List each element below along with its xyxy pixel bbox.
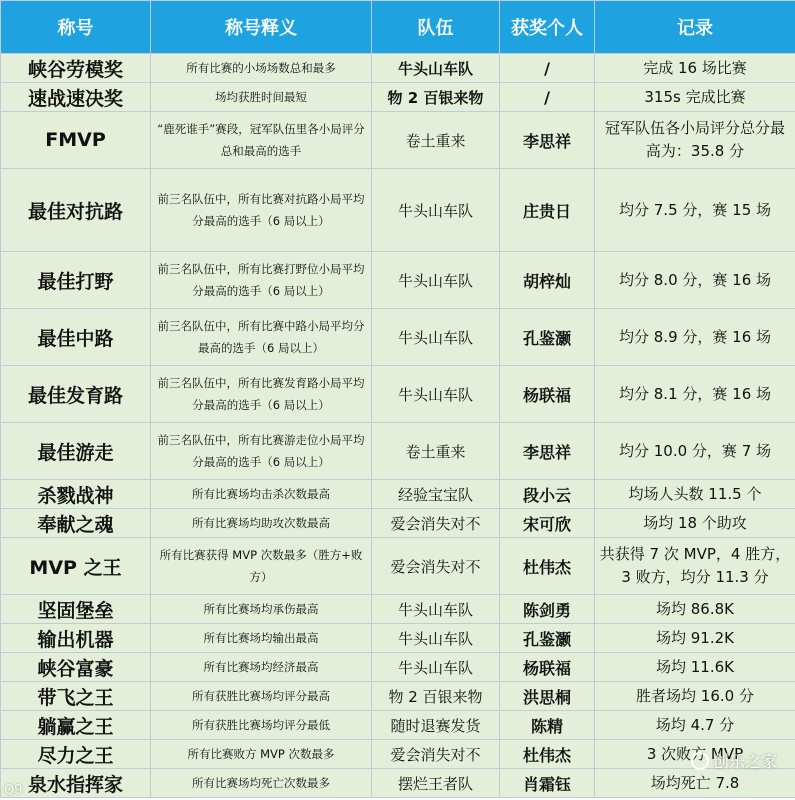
winner-cell: 李思祥 <box>500 112 595 169</box>
header-team: 队伍 <box>372 1 500 54</box>
award-desc-cell: 所有获胜比赛场均评分最低 <box>151 711 372 740</box>
winner-cell: 庄贵日 <box>500 169 595 252</box>
award-desc-cell: 场均获胜时间最短 <box>151 83 372 112</box>
award-title-cell: 奉献之魂 <box>1 509 151 538</box>
award-title-cell: FMVP <box>1 112 151 169</box>
team-cell: 物 2 百银来物 <box>372 83 500 112</box>
team-cell: 牛头山车队 <box>372 309 500 366</box>
table-row <box>1 624 795 653</box>
winner-cell: 杨联福 <box>500 653 595 682</box>
table-row <box>1 769 795 798</box>
award-desc-cell: 所有比赛场均经济最高 <box>151 653 372 682</box>
team-cell: 摆烂王者队 <box>372 769 500 798</box>
table-row <box>1 538 795 595</box>
award-title-cell: MVP 之王 <box>1 538 151 595</box>
team-cell: 物 2 百银来物 <box>372 682 500 711</box>
award-title-cell: 躺赢之王 <box>1 711 151 740</box>
record-cell: 3 次败方 MVP <box>595 740 795 769</box>
record-cell: 场均 86.8K <box>595 595 795 624</box>
team-cell: 牛头山车队 <box>372 252 500 309</box>
table-row <box>1 252 795 309</box>
award-desc-cell: “鹿死谁手”赛段，冠军队伍里各小局评分总和最高的选手 <box>151 112 372 169</box>
award-desc-cell: 所有比赛获得 MVP 次数最多（胜方+败方） <box>151 538 372 595</box>
table-row <box>1 54 795 83</box>
record-cell: 315s 完成比赛 <box>595 83 795 112</box>
team-cell: 爱会消失对不 <box>372 509 500 538</box>
award-desc-cell: 前三名队伍中，所有比赛游走位小局平均分最高的选手（6 局以上） <box>151 423 372 480</box>
header-record: 记录 <box>595 1 795 54</box>
award-desc-cell: 所有比赛场均输出最高 <box>151 624 372 653</box>
logo-icon <box>691 752 709 770</box>
record-cell: 场均 11.6K <box>595 653 795 682</box>
award-title-cell: 速战速决奖 <box>1 83 151 112</box>
table-row <box>1 682 795 711</box>
record-cell: 均分 7.5 分，赛 15 场 <box>595 169 795 252</box>
winner-cell: / <box>500 54 595 83</box>
award-title-cell: 输出机器 <box>1 624 151 653</box>
team-cell: 牛头山车队 <box>372 366 500 423</box>
winner-cell: 宋可欣 <box>500 509 595 538</box>
winner-cell: 杜伟杰 <box>500 740 595 769</box>
award-desc-cell: 前三名队伍中，所有比赛打野位小局平均分最高的选手（6 局以上） <box>151 252 372 309</box>
award-title-cell: 最佳中路 <box>1 309 151 366</box>
award-title-cell: 泉水指挥家 <box>1 769 151 798</box>
team-cell: 爱会消失对不 <box>372 740 500 769</box>
award-title-cell: 尽力之王 <box>1 740 151 769</box>
header-winner: 获奖个人 <box>500 1 595 54</box>
header-row <box>1 1 795 54</box>
header-desc: 称号释义 <box>151 1 372 54</box>
award-title-cell: 带飞之王 <box>1 682 151 711</box>
award-desc-cell: 前三名队伍中，所有比赛对抗路小局平均分最高的选手（6 局以上） <box>151 169 372 252</box>
table-row <box>1 711 795 740</box>
winner-cell: 孔鉴灏 <box>500 309 595 366</box>
team-cell: 牛头山车队 <box>372 54 500 83</box>
corner-watermark: Q9 <box>4 783 23 798</box>
record-cell: 冠军队伍各小局评分总分最高为：35.8 分 <box>595 112 795 169</box>
record-cell: 均分 8.9 分，赛 16 场 <box>595 309 795 366</box>
record-cell: 场均死亡 7.8 <box>595 769 795 798</box>
award-title-cell: 峡谷劳模奖 <box>1 54 151 83</box>
winner-cell: 段小云 <box>500 480 595 509</box>
award-desc-cell: 所有比赛场均击杀次数最高 <box>151 480 372 509</box>
award-title-cell: 最佳发育路 <box>1 366 151 423</box>
table-row <box>1 480 795 509</box>
team-cell: 牛头山车队 <box>372 595 500 624</box>
award-title-cell: 峡谷富豪 <box>1 653 151 682</box>
award-title-cell: 最佳对抗路 <box>1 169 151 252</box>
record-cell: 场均 18 个助攻 <box>595 509 795 538</box>
award-title-cell: 杀戮战神 <box>1 480 151 509</box>
award-desc-cell: 前三名队伍中，所有比赛发育路小局平均分最高的选手（6 局以上） <box>151 366 372 423</box>
award-desc-cell: 所有获胜比赛场均评分最高 <box>151 682 372 711</box>
team-cell: 随时退赛发货 <box>372 711 500 740</box>
team-cell: 牛头山车队 <box>372 653 500 682</box>
winner-cell: / <box>500 83 595 112</box>
record-cell: 均分 8.0 分，赛 16 场 <box>595 252 795 309</box>
award-desc-cell: 所有比赛场均承伤最高 <box>151 595 372 624</box>
record-cell: 均分 10.0 分，赛 7 场 <box>595 423 795 480</box>
record-cell: 共获得 7 次 MVP，4 胜方，3 败方，均分 11.3 分 <box>595 538 795 595</box>
winner-cell: 杨联福 <box>500 366 595 423</box>
table-row <box>1 595 795 624</box>
table-row <box>1 112 795 169</box>
award-title-cell: 最佳打野 <box>1 252 151 309</box>
table-row <box>1 309 795 366</box>
record-cell: 均分 8.1 分，赛 16 场 <box>595 366 795 423</box>
table-row <box>1 83 795 112</box>
watermark <box>691 749 777 772</box>
winner-cell: 陈精 <box>500 711 595 740</box>
record-cell: 场均 4.7 分 <box>595 711 795 740</box>
award-desc-cell: 所有比赛的小场场数总和最多 <box>151 54 372 83</box>
award-desc-cell: 前三名队伍中，所有比赛中路小局平均分最高的选手（6 局以上） <box>151 309 372 366</box>
table-row <box>1 653 795 682</box>
record-cell: 均场人头数 11.5 个 <box>595 480 795 509</box>
winner-cell: 李思祥 <box>500 423 595 480</box>
team-cell: 经验宝宝队 <box>372 480 500 509</box>
table-row <box>1 740 795 769</box>
table-row <box>1 423 795 480</box>
winner-cell: 杜伟杰 <box>500 538 595 595</box>
winner-cell: 孔鉴灏 <box>500 624 595 653</box>
winner-cell: 洪思桐 <box>500 682 595 711</box>
team-cell: 卷土重来 <box>372 112 500 169</box>
team-cell: 爱会消失对不 <box>372 538 500 595</box>
winner-cell: 胡梓灿 <box>500 252 595 309</box>
header-title: 称号 <box>1 1 151 54</box>
award-desc-cell: 所有比赛场均死亡次数最多 <box>151 769 372 798</box>
table-row <box>1 366 795 423</box>
award-desc-cell: 所有比赛场均助攻次数最高 <box>151 509 372 538</box>
winner-cell: 陈剑勇 <box>500 595 595 624</box>
record-cell: 完成 16 场比赛 <box>595 54 795 83</box>
award-title-cell: 坚固堡垒 <box>1 595 151 624</box>
record-cell: 场均 91.2K <box>595 624 795 653</box>
team-cell: 卷土重来 <box>372 423 500 480</box>
table-row <box>1 509 795 538</box>
team-cell: 牛头山车队 <box>372 169 500 252</box>
award-desc-cell: 所有比赛败方 MVP 次数最多 <box>151 740 372 769</box>
record-cell: 胜者场均 16.0 分 <box>595 682 795 711</box>
watermark-text: 创乐之家 <box>712 752 777 771</box>
award-title-cell: 最佳游走 <box>1 423 151 480</box>
winner-cell: 肖霜钰 <box>500 769 595 798</box>
team-cell: 牛头山车队 <box>372 624 500 653</box>
table-row <box>1 169 795 252</box>
